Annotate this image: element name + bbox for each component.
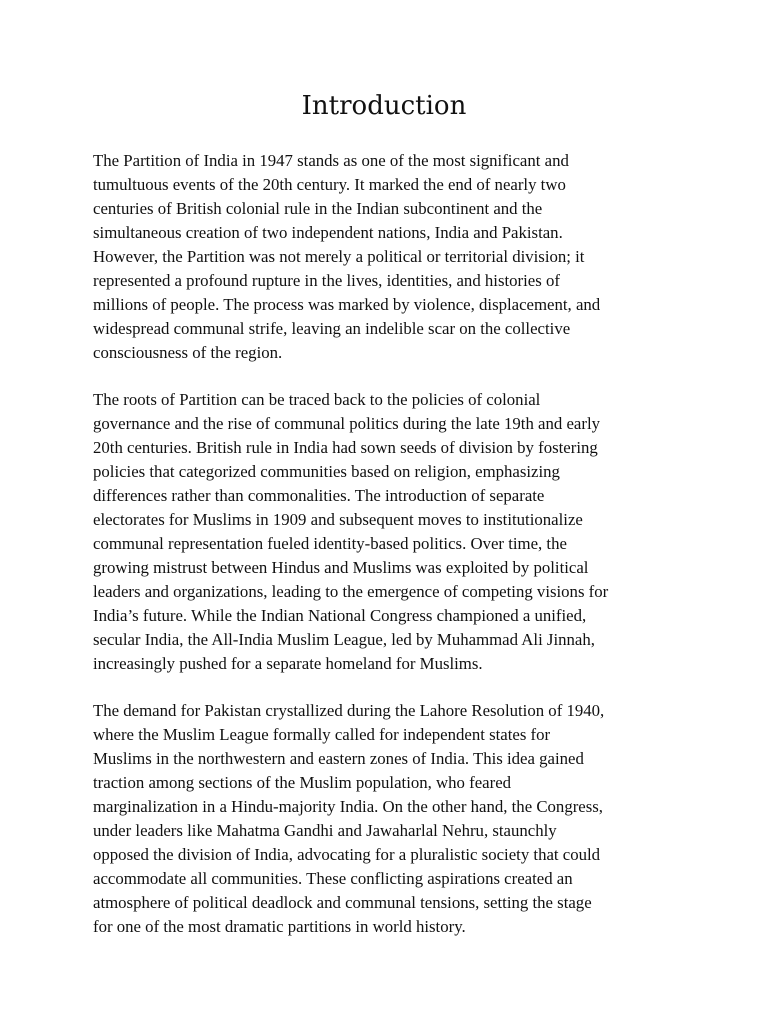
- text-line: 20th centuries. British rule in India had sown seeds of division by fostering: [93, 438, 598, 457]
- text-line: millions of people. The process was marked by violence, displacement, and: [93, 295, 601, 314]
- text-line: policies that categorized communities based on religion, emphasizing: [93, 462, 560, 481]
- text-line: consciousness of the region.: [93, 343, 283, 362]
- text-line: atmosphere of political deadlock and communal tensions, setting the stage: [93, 893, 592, 912]
- text-line: increasingly pushed for a separate homeland for Muslims.: [93, 654, 483, 673]
- text-line: widespread communal strife, leaving an indelible scar on the collective: [93, 319, 571, 338]
- text-line: under leaders like Mahatma Gandhi and Jawaharlal Nehru, staunchly: [93, 821, 557, 840]
- text-line: traction among sections of the Muslim population, who feared: [93, 773, 512, 792]
- text-line: where the Muslim League formally called for independent states for: [93, 725, 551, 744]
- text-line: The demand for Pakistan crystallized during the Lahore Resolution of 1940,: [93, 701, 605, 720]
- document-body: [93, 149, 681, 962]
- paragraph-2: [93, 388, 681, 676]
- paragraph-1: [93, 149, 681, 365]
- text-line: communal representation fueled identity-based politics. Over time, the: [93, 534, 567, 553]
- text-line: centuries of British colonial rule in the Indian subcontinent and the: [93, 199, 543, 218]
- page-title: Introduction: [301, 91, 467, 121]
- text-line: marginalization in a Hindu-majority India. On the other hand, the Congress,: [93, 797, 604, 816]
- text-line: governance and the rise of communal politics during the late 19th and early: [93, 414, 601, 433]
- text-line: accommodate all communities. These conflicting aspirations created an: [93, 869, 573, 888]
- text-line: The Partition of India in 1947 stands as one of the most significant and: [93, 151, 569, 170]
- text-line: India’s future. While the Indian National Congress championed a unified,: [93, 606, 587, 625]
- text-line: opposed the division of India, advocating for a pluralistic society that could: [93, 845, 601, 864]
- text-line: differences rather than commonalities. The introduction of separate: [93, 486, 545, 505]
- text-line: secular India, the All-India Muslim League, led by Muhammad Ali Jinnah,: [93, 630, 595, 649]
- text-line: However, the Partition was not merely a political or territorial division; it: [93, 247, 585, 266]
- text-line: for one of the most dramatic partitions in world history.: [93, 917, 466, 936]
- text-line: represented a profound rupture in the lives, identities, and histories of: [93, 271, 560, 290]
- text-line: The roots of Partition can be traced back to the policies of colonial: [93, 390, 541, 409]
- text-line: tumultuous events of the 20th century. It marked the end of nearly two: [93, 175, 566, 194]
- paragraph-3: [93, 699, 681, 939]
- text-line: simultaneous creation of two independent nations, India and Pakistan.: [93, 223, 563, 242]
- text-line: Muslims in the northwestern and eastern zones of India. This idea gained: [93, 749, 584, 768]
- text-line: leaders and organizations, leading to the emergence of competing visions for: [93, 582, 609, 601]
- text-line: electorates for Muslims in 1909 and subsequent moves to institutionalize: [93, 510, 583, 529]
- text-line: growing mistrust between Hindus and Muslims was exploited by political: [93, 558, 589, 577]
